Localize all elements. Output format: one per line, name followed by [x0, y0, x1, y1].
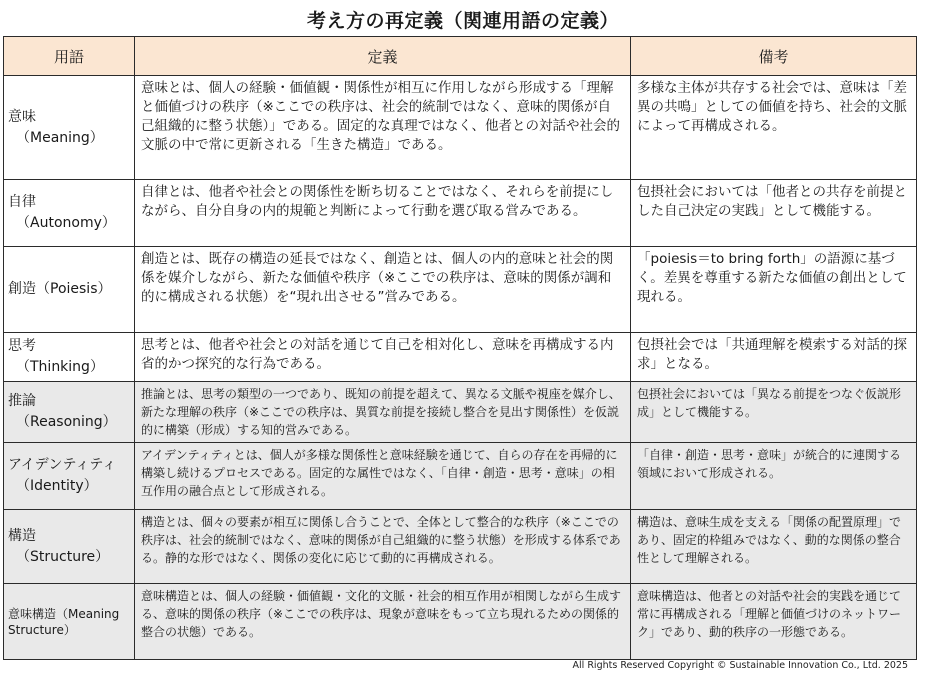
term-cell [4, 76, 135, 180]
term-cell [4, 510, 135, 584]
remarks-cell: 多様な主体が共存する社会では、意味は「差異の共鳴」としての価値を持ち、社会的文脈によって再構成される。 [631, 76, 917, 180]
definition-cell: 創造とは、既存の構造の延長ではなく、創造とは、個人の内的意味と社会的関係を媒介しながら、新たな価値や秩序（※ここでの秩序は、意味的関係が調和的に構成される状態）を“現れ出させる”営みである。 [135, 247, 631, 333]
term-label: 意味 [8, 108, 36, 125]
definition-cell: 推論とは、思考の類型の一つであり、既知の前提を超えて、異なる文脈や視座を媒介し、新たな理解の秩序（※ここでの秩序は、異質な前提を接続し整合を見出す関係性）を仮説的に構築（形成）する知的営みである。 [135, 382, 631, 443]
table-row-structure [4, 510, 917, 584]
term-label: 推論 [8, 393, 36, 409]
term-label: アイデンティティ [8, 457, 117, 473]
table-row-identity [4, 443, 917, 510]
term-cell [4, 180, 135, 247]
term-label: 構造 [8, 527, 36, 544]
table-row-meaning [4, 76, 917, 180]
definition-cell: アイデンティティとは、個人が多様な関係性と意味経験を通じて、自らの存在を再帰的に構築し続けるプロセスである。固定的な属性ではなく、「自律・創造・思考・意味」の相互作用の融合点として形成される。 [135, 443, 631, 510]
remarks-cell: 「poiesis＝to bring forth」の語源に基づく。差異を尊重する新たな価値の創出として現れる。 [631, 247, 917, 333]
term-english: （Reasoning） [16, 414, 117, 430]
definition-cell: 構造とは、個々の要素が相互に関係し合うことで、全体として整合的な秩序（※ここでの秩序は、社会的統制ではなく、意味的関係が自己組織的に整う状態）を形成する体系である。静的な形ではなく、関係の変化に応じて動的に再構成される。 [135, 510, 631, 584]
table-row-meaning-structure [4, 584, 917, 660]
header-definition: 定義 [135, 37, 631, 76]
definition-cell: 思考とは、他者や社会との対話を通じて自己を相対化し、意味を再構成する内省的かつ探究的な行為である。 [135, 333, 631, 382]
page-title: 考え方の再定義（関連用語の定義） [306, 10, 619, 32]
term-label: 自律 [8, 194, 36, 210]
term-english: （Structure） [16, 548, 110, 565]
remarks-cell: 構造は、意味生成を支える「関係の配置原理」であり、固定的枠組みではなく、動的な関係の整合性として理解される。 [631, 510, 917, 584]
term-english: （Autonomy） [16, 215, 116, 231]
term-cell [4, 333, 135, 382]
term-cell [4, 443, 135, 510]
table-row-thinking [4, 333, 917, 382]
term-cell [4, 584, 135, 660]
remarks-cell: 包摂社会においては「他者との共存を前提とした自己決定の実践」として機能する。 [631, 180, 917, 247]
copyright-footer: All Rights Reserved Copyright © Sustainable Innovation Co., Ltd. 2025 [572, 660, 908, 671]
remarks-cell: 「自律・創造・思考・意味」が統合的に連関する領域において形成される。 [631, 443, 917, 510]
remarks-cell: 包摂社会では「共通理解を模索する対話的探求」となる。 [631, 333, 917, 382]
table-header-row [4, 37, 917, 76]
header-remarks: 備考 [631, 37, 917, 76]
remarks-cell: 包摂社会においては「異なる前提をつなぐ仮説形成」として機能する。 [631, 382, 917, 443]
term-english: （Meaning） [16, 129, 104, 146]
header-term: 用語 [4, 37, 135, 76]
term-label: 創造（Poiesis） [8, 281, 112, 297]
term-english: （Thinking） [16, 359, 104, 375]
terms-table [3, 36, 917, 660]
remarks-cell: 意味構造は、他者との対話や社会的実践を通じて常に再構成される「理解と価値づけのネットワーク」であり、動的秩序の一形態である。 [631, 584, 917, 660]
term-cell [4, 247, 135, 333]
definition-cell: 自律とは、他者や社会との関係性を断ち切ることではなく、それらを前提にしながら、自分自身の内的規範と判断によって行動を選び取る営みである。 [135, 180, 631, 247]
term-label: 思考 [8, 338, 36, 354]
table-row-poiesis [4, 247, 917, 333]
table-row-reasoning [4, 382, 917, 443]
term-label: 意味構造（Meaning Structure） [8, 606, 120, 637]
definition-cell: 意味とは、個人の経験・価値観・関係性が相互に作用しながら形成する「理解と価値づけの秩序（※ここでの秩序は、社会的統制ではなく、意味的関係が自己組織的に整う状態）」である。固定的な真理ではなく、他者との対話や社会的文脈の中で常に更新される「生きた構造」である。 [135, 76, 631, 180]
definition-cell: 意味構造とは、個人の経験・価値観・文化的文脈・社会的相互作用が相関しながら生成する、意味的関係の秩序（※ここでの秩序は、現象が意味をもって立ち現れるための関係的整合の状態）である。 [135, 584, 631, 660]
term-cell [4, 382, 135, 443]
table-row-autonomy [4, 180, 917, 247]
term-english: （Identity） [16, 478, 98, 494]
